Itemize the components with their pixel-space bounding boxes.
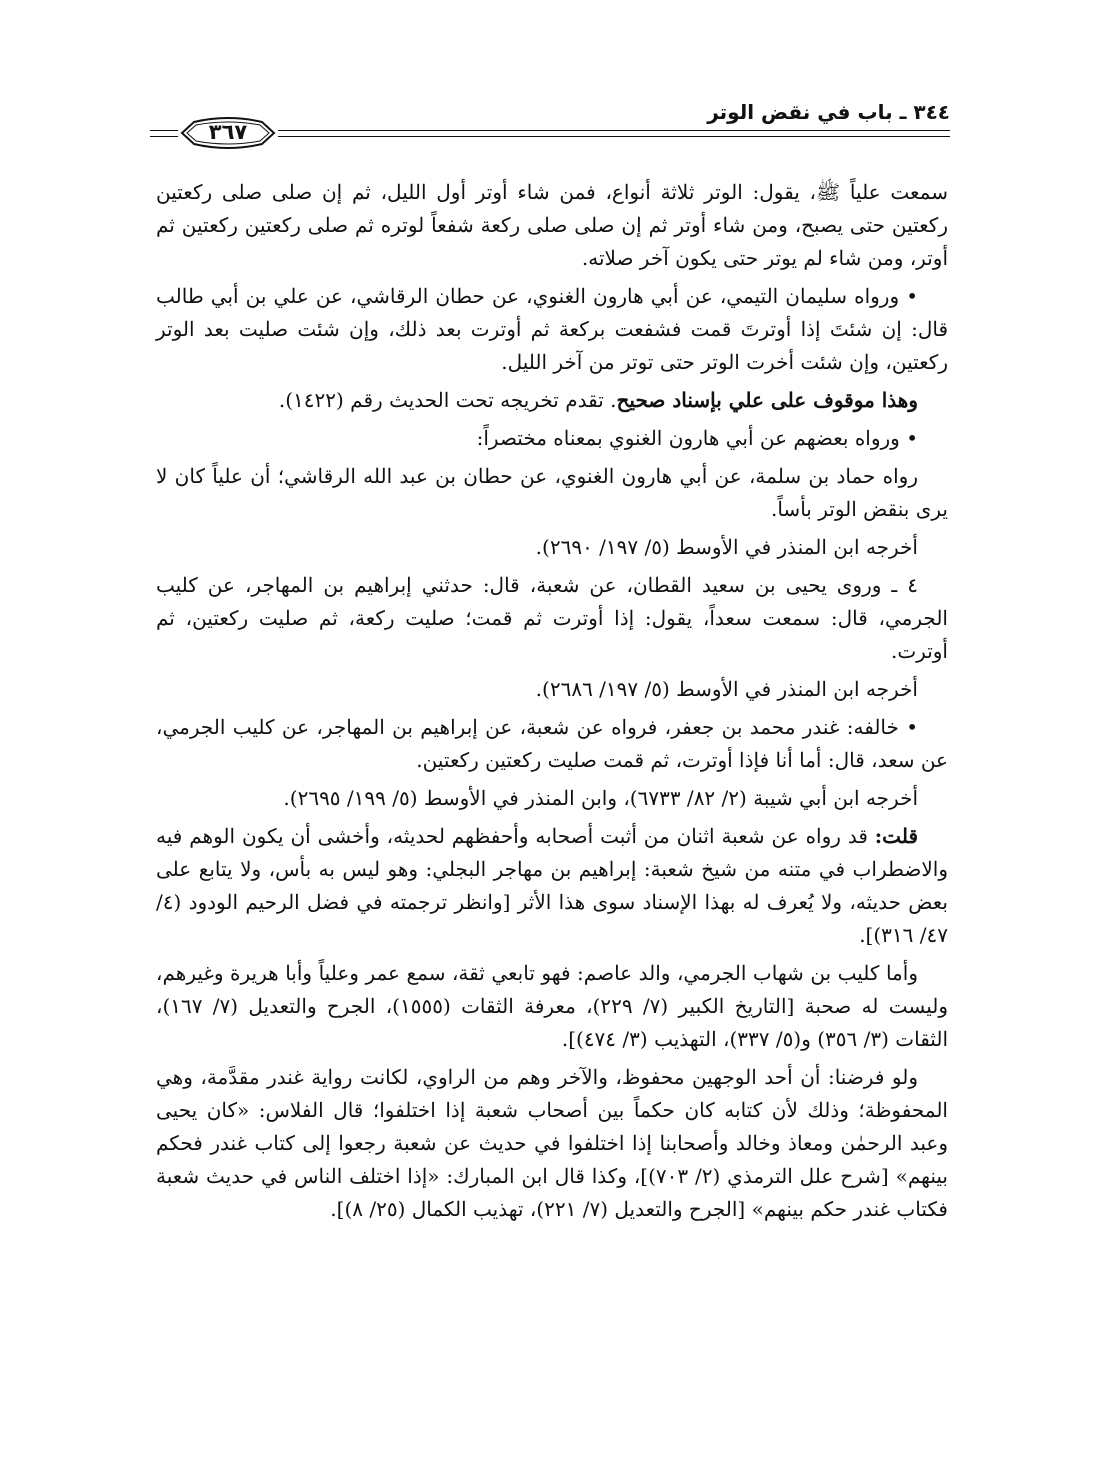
header-rule	[278, 136, 950, 137]
paragraph: قلت: قد رواه عن شعبة اثنان من أثبت أصحابه وأحفظهم لحديثه، وأخشى أن يكون الوهم فيه والاضطراب في متنه من شيخ شعبة: إبراهيم بن مهاجر البجلي: وهو ليس به بأس، ولا يتابع على بعض حديثه، ولا يُعرف له بهذا الإسناد سوى هذا الأثر [وانظر ترجمته في فضل الرحيم الودود (٤/ ٤٧/ ٣١٦)].	[156, 824, 948, 947]
paragraph: • ورواه بعضهم عن أبي هارون الغنوي بمعناه مختصراً:	[476, 426, 918, 450]
paragraph: سمعت علياً ﷺ، يقول: الوتر ثلاثة أنواع، فمن شاء أوتر أول الليل، ثم إن صلى صلى ركعتين ركعتين حتى يصبح، ومن شاء أوتر ثم إن صلى صلى ركعة شفعاً لوتره ثم صلى ركعتين ركعتين ثم أوتر، ومن شاء لم يوتر حتى يكون آخر صلاته.	[156, 180, 948, 270]
paragraph: وأما كليب بن شهاب الجرمي، والد عاصم: فهو تابعي ثقة، سمع عمر وعلياً وأبا هريرة وغيرهم، وليست له صحبة [التاريخ الكبير (٧/ ٢٢٩)، معرفة الثقات (١٥٥٥)، الجرح والتعديل (٧/ ١٦٧)، الثقات (٣/ ٣٥٦) و(٥/ ٣٣٧)، التهذيب (٣/ ٤٧٤)].	[156, 961, 948, 1051]
header-rule	[278, 130, 950, 131]
page-header	[150, 96, 950, 146]
header-rule	[150, 136, 178, 137]
paragraph: رواه حماد بن سلمة، عن أبي هارون الغنوي، عن حطان بن عبد الله الرقاشي؛ أن علياً كان لا يرى بنقض الوتر بأساً.	[156, 464, 948, 521]
emphasis: قلت:	[874, 824, 918, 848]
page-number: ٣٦٧	[208, 120, 248, 144]
paragraph: • خالفه: غندر محمد بن جعفر، فرواه عن شعبة، عن إبراهيم بن المهاجر، عن كليب الجرمي، عن سعد، قال: أما أنا فإذا أوترت، ثم قمت صليت ركعتين ركعتين.	[156, 715, 948, 772]
paragraph: وهذا موقوف على علي بإسناد صحيح. تقدم تخريجه تحت الحديث رقم (١٤٢٢).	[278, 388, 918, 412]
header-rule	[150, 130, 178, 131]
paragraph: أخرجه ابن أبي شيبة (٢/ ٨٢/ ٦٧٣٣)، وابن المنذر في الأوسط (٥/ ١٩٩/ ٢٦٩٥).	[283, 786, 918, 810]
paragraph: ٤ ـ وروى يحيى بن سعيد القطان، عن شعبة، قال: حدثني إبراهيم بن المهاجر، عن كليب الجرمي، قال: سمعت سعداً، يقول: إذا أوترت ثم قمت؛ صليت ركعة، ثم صليت ركعتين، ثم أوترت.	[156, 573, 948, 663]
emphasis: وهذا موقوف على علي بإسناد صحيح	[616, 388, 918, 412]
paragraph: أخرجه ابن المنذر في الأوسط (٥/ ١٩٧/ ٢٦٨٦).	[535, 677, 918, 701]
paragraph: ولو فرضنا: أن أحد الوجهين محفوظ، والآخر وهم من الراوي، لكانت رواية غندر مقدَّمة، وهي المحفوظة؛ وذلك لأن كتابه كان حكماً بين أصحاب شعبة إذا اختلفوا؛ قال الفلاس: «كان يحيى وعبد الرحمٰن ومعاذ وخالد وأصحابنا إذا اختلفوا في حديث عن شعبة رجعوا إلى كتاب غندر فحكم بينهم» [شرح علل الترمذي (٢/ ٧٠٣)]، وكذا قال ابن المبارك: «إذا اختلف الناس في حديث شعبة فكتاب غندر حكم بينهم» [الجرح والتعديل (٧/ ٢٢١)، تهذيب الكمال (٢٥/ ٨)].	[156, 1065, 948, 1221]
paragraph: أخرجه ابن المنذر في الأوسط (٥/ ١٩٧/ ٢٦٩٠).	[535, 535, 918, 559]
paragraph: • ورواه سليمان التيمي، عن أبي هارون الغنوي، عن حطان الرقاشي، عن علي بن أبي طالب قال: إن شئتَ إذا أوترتَ قمت فشفعت بركعة ثم أوترت بعد ذلك، وإن شئت صليت بعد الوتر ركعتين، وإن شئت أخرت الوتر حتى توتر من آخر الليل.	[156, 284, 948, 374]
running-title: ٣٤٤ ـ باب في نقض الوتر	[707, 100, 950, 124]
page-body	[156, 176, 948, 1231]
page-number-badge	[180, 116, 276, 150]
